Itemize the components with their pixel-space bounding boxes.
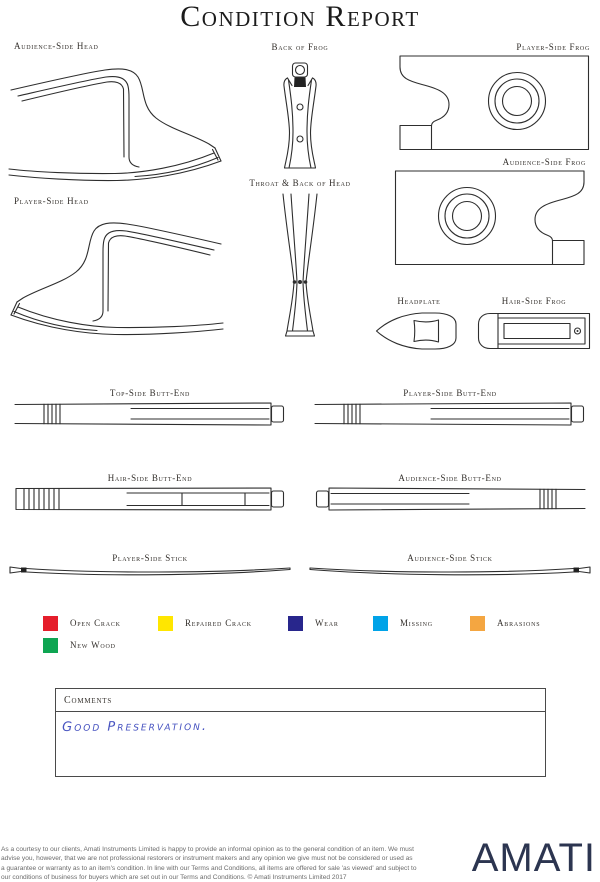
label-player-side-butt-end: Player-Side Butt-End	[403, 388, 497, 398]
label-throat-back-of-head: Throat & Back of Head	[249, 178, 351, 188]
missing-swatch	[373, 616, 388, 631]
label-hair-side-butt-end: Hair-Side Butt-End	[107, 473, 193, 483]
disclaimer-line: As a courtesy to our clients, Amati Instruments Limited is happy to provide an informal opinion as to the general condition of an item. We must	[1, 846, 414, 853]
label-headplate: Headplate	[397, 296, 441, 306]
abrasions-swatch	[470, 616, 485, 631]
hair-side-butt-end-drawing	[14, 484, 286, 514]
footer-disclaimer	[1, 845, 441, 882]
comments-box	[55, 688, 546, 777]
legend-label: Missing	[400, 618, 433, 628]
player-side-head-drawing	[5, 208, 230, 336]
label-audience-side-stick: Audience-Side Stick	[407, 553, 493, 563]
audience-side-butt-end-drawing	[314, 484, 586, 514]
legend-label: New Wood	[70, 640, 116, 650]
legend-label: Open Crack	[70, 618, 121, 628]
label-hair-side-frog: Hair-Side Frog	[501, 296, 567, 306]
audience-side-stick-drawing	[308, 563, 592, 579]
disclaimer-line: our conditions of business for buyers which are set out in our Terms and Conditions. © Amati Instruments Limited 2017	[1, 874, 347, 882]
label-player-side-head: Player-Side Head	[14, 196, 89, 206]
headplate-drawing	[375, 308, 463, 354]
comments-handwritten-text: Good Preservation.	[62, 718, 209, 735]
legend-label: Repaired Crack	[185, 618, 252, 628]
back-of-frog-drawing	[275, 62, 325, 174]
repaired-crack-swatch	[158, 616, 173, 631]
label-audience-side-frog: Audience-Side Frog	[502, 157, 586, 167]
player-side-stick-drawing	[8, 563, 292, 579]
label-back-of-frog: Back of Frog	[271, 42, 329, 52]
label-player-side-frog: Player-Side Frog	[516, 42, 590, 52]
hair-side-frog-drawing	[477, 312, 591, 350]
player-side-frog-drawing	[398, 55, 590, 151]
top-side-butt-end-drawing	[14, 399, 286, 429]
amati-logo: AMATI	[471, 836, 596, 880]
label-top-side-butt-end: Top-Side Butt-End	[109, 388, 191, 398]
player-side-butt-end-drawing	[314, 399, 586, 429]
open-crack-swatch	[43, 616, 58, 631]
wear-swatch	[288, 616, 303, 631]
audience-side-frog-drawing	[394, 170, 586, 266]
throat-back-of-head-drawing	[272, 192, 328, 342]
label-player-side-stick: Player-Side Stick	[112, 553, 188, 563]
audience-side-head-drawing	[5, 54, 225, 182]
label-audience-side-butt-end: Audience-Side Butt-End	[398, 473, 502, 483]
legend-label: Abrasions	[497, 618, 541, 628]
legend-label: Wear	[315, 618, 339, 628]
disclaimer-line: advise you, however, that we are not professional restorers or instrument makers and any opinion we give must not be considered or used as	[1, 855, 413, 863]
label-audience-side-head: Audience-Side Head	[14, 41, 99, 51]
new-wood-swatch	[43, 638, 58, 653]
disclaimer-line: a guarantee or warranty as to an item's condition. In line with our Terms and Conditions, all items are offered for sale 'as viewed' and subject to	[1, 864, 417, 872]
page-title: Condition Report	[180, 0, 420, 33]
comments-header: Comments	[56, 689, 545, 712]
